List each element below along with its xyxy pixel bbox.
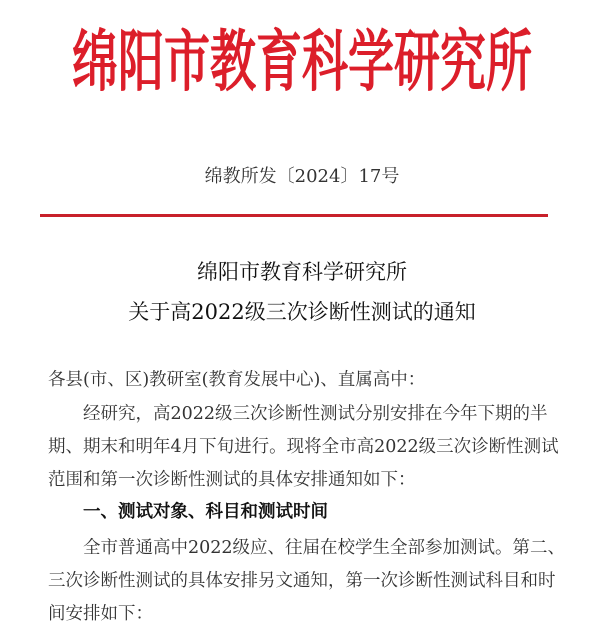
section-heading-1: 一、测试对象、科目和测试时间 (83, 502, 328, 522)
salutation: 各县(市、区)教研室(教育发展中心)、直属高中： (48, 370, 426, 390)
paragraph-2: 全市普通高中2022级应、往届在校学生全部参加测试。第二、三次诊断性测试的具体安排另文通知，第一次诊断性测试科目和时间安排如下： (48, 538, 566, 624)
title-line-1: 绵阳市教育科学研究所 (197, 260, 407, 284)
document-number: 绵教所发〔2024〕17号 (204, 166, 400, 187)
paragraph-1: 经研究，高2022级三次诊断性测试分别安排在今年下期的半期、期末和明年4月下旬进行。现将全市高2022级三次诊断性测试范围和第一次诊断性测试的具体安排通知如下： (48, 404, 559, 490)
masthead-logo: 绵阳市教育科学研究所 (72, 22, 532, 101)
red-divider (40, 214, 548, 217)
title-line-2: 关于高2022级三次诊断性测试的通知 (128, 300, 476, 324)
